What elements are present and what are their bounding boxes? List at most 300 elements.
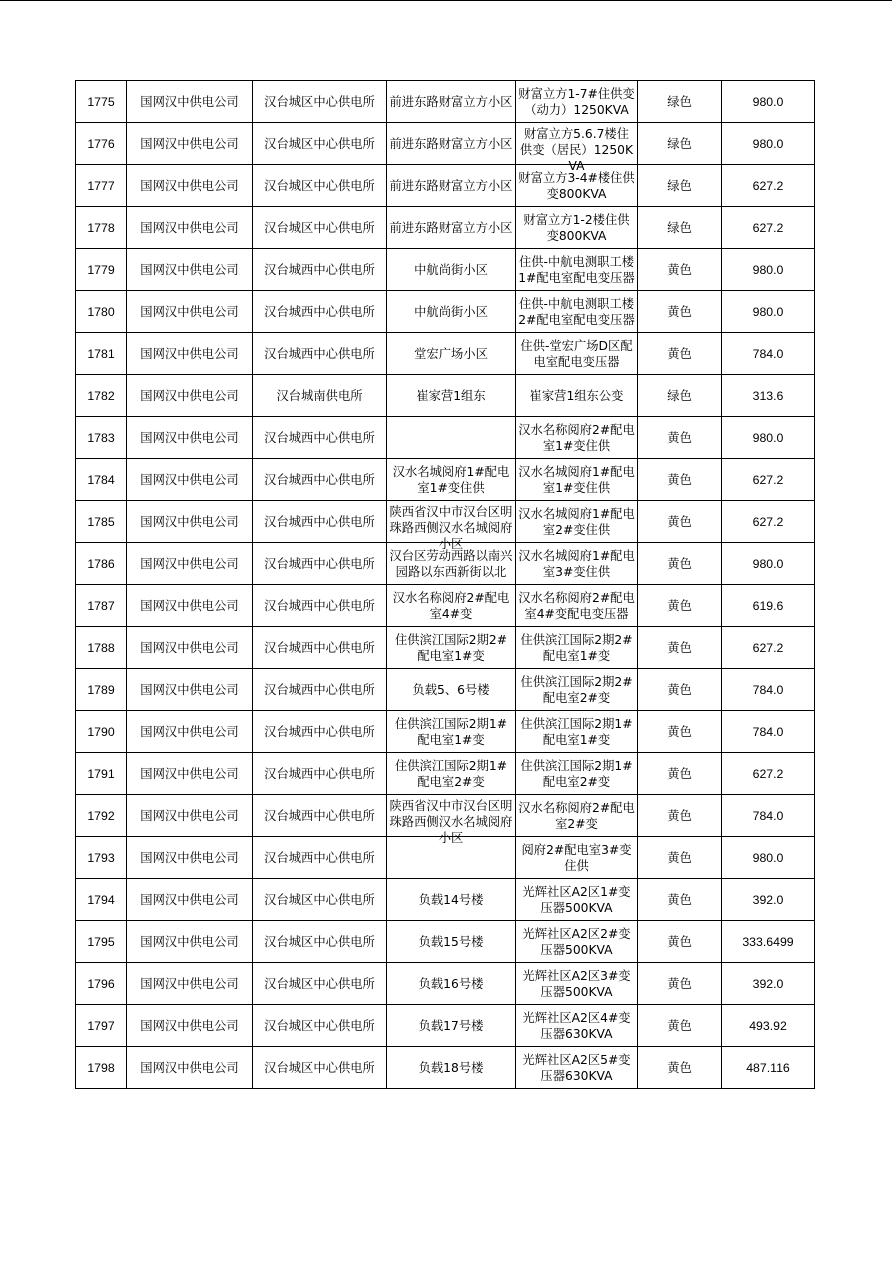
color-status-cell-text: 黄色	[667, 556, 692, 571]
company-cell	[127, 795, 253, 837]
area-cell-text: 住供滨江国际2期1#配电室2#变	[394, 758, 508, 789]
station-cell	[253, 291, 387, 333]
row-number-cell-text: 1797	[87, 1018, 115, 1033]
table-row	[76, 81, 815, 123]
company-cell-text: 国网汉中供电公司	[140, 472, 239, 487]
row-number-cell	[76, 459, 127, 501]
row-number-cell-text: 1790	[87, 724, 115, 739]
transformer-cell-text: 住供-中航电测职工楼1#配电室配电变压器	[518, 254, 635, 285]
color-status-cell	[638, 459, 722, 501]
load-cell	[722, 753, 815, 795]
company-cell	[127, 501, 253, 543]
row-number-cell	[76, 249, 127, 291]
load-cell	[722, 1005, 815, 1047]
company-cell-text: 国网汉中供电公司	[140, 850, 239, 865]
load-cell	[722, 585, 815, 627]
company-cell-text: 国网汉中供电公司	[140, 514, 239, 529]
area-cell-text: 前进东路财富立方小区	[389, 94, 513, 109]
transformer-cell-text: 汉水名城阅府1#配电室2#变住供	[518, 506, 635, 537]
station-cell	[253, 543, 387, 585]
load-cell	[722, 627, 815, 669]
color-status-cell-text: 黄色	[667, 304, 692, 319]
company-cell	[127, 1047, 253, 1089]
color-status-cell-text: 黄色	[667, 472, 692, 487]
area-cell	[387, 627, 516, 669]
table-row	[76, 501, 815, 543]
company-cell	[127, 165, 253, 207]
color-status-cell	[638, 291, 722, 333]
company-cell-text: 国网汉中供电公司	[140, 766, 239, 781]
table-row	[76, 1047, 815, 1089]
transformer-cell-text: 住供滨江国际2期1#配电室2#变	[520, 758, 633, 789]
row-number-cell-text: 1787	[87, 598, 115, 613]
color-status-cell-text: 绿色	[667, 220, 692, 235]
transformer-cell	[516, 207, 638, 249]
color-status-cell-text: 黄色	[667, 934, 692, 949]
station-cell-text: 汉台城西中心供电所	[264, 640, 375, 655]
area-cell-text: 汉水名称阅府2#配电室4#变	[392, 590, 510, 621]
area-cell	[387, 501, 516, 551]
transformer-cell-text: 光辉社区A2区1#变压器500KVA	[522, 884, 631, 915]
load-cell-text: 784.0	[752, 724, 784, 739]
station-cell	[253, 879, 387, 921]
color-status-cell-text: 黄色	[667, 892, 692, 907]
row-number-cell-text: 1784	[87, 472, 115, 487]
row-number-cell	[76, 81, 127, 123]
row-number-cell	[76, 753, 127, 795]
row-number-cell-text: 1795	[87, 934, 115, 949]
row-number-cell	[76, 1005, 127, 1047]
color-status-cell-text: 绿色	[667, 136, 692, 151]
station-cell	[253, 711, 387, 753]
load-cell-text: 392.0	[752, 976, 784, 991]
company-cell	[127, 123, 253, 165]
station-cell-text: 汉台城区中心供电所	[264, 1018, 375, 1033]
area-cell-text: 崔家营1组东	[416, 388, 486, 403]
color-status-cell	[638, 837, 722, 879]
company-cell	[127, 81, 253, 123]
station-cell	[253, 459, 387, 501]
station-cell	[253, 627, 387, 669]
transformer-cell	[516, 879, 638, 921]
area-cell	[387, 81, 516, 123]
company-cell	[127, 753, 253, 795]
station-cell-text: 汉台城西中心供电所	[264, 850, 375, 865]
transformer-cell	[516, 795, 638, 837]
row-number-cell	[76, 585, 127, 627]
transformer-cell	[516, 459, 638, 501]
load-cell	[722, 459, 815, 501]
area-cell	[387, 921, 516, 963]
load-cell	[722, 543, 815, 585]
station-cell	[253, 753, 387, 795]
station-cell-text: 汉台城区中心供电所	[264, 178, 375, 193]
station-cell	[253, 837, 387, 879]
transformer-cell-text: 住供滨江国际2期1#配电室1#变	[520, 716, 633, 747]
load-cell-text: 980.0	[752, 94, 784, 109]
area-cell-text: 住供滨江国际2期2#配电室1#变	[394, 632, 508, 663]
row-number-cell	[76, 837, 127, 879]
transformer-cell-text: 光辉社区A2区3#变压器500KVA	[522, 968, 631, 999]
load-cell-text: 627.2	[752, 766, 784, 781]
company-cell	[127, 543, 253, 585]
area-cell-text: 中航尚街小区	[414, 304, 488, 319]
data-table	[75, 80, 815, 1089]
load-cell	[722, 249, 815, 291]
area-cell-text: 负载17号楼	[418, 1018, 484, 1033]
color-status-cell-text: 黄色	[667, 514, 692, 529]
page-top-rule	[0, 0, 892, 1]
load-cell	[722, 921, 815, 963]
station-cell-text: 汉台城西中心供电所	[264, 472, 375, 487]
load-cell	[722, 963, 815, 1005]
company-cell	[127, 921, 253, 963]
transformer-cell	[516, 375, 638, 417]
table-row	[76, 123, 815, 165]
table-row	[76, 879, 815, 921]
company-cell	[127, 627, 253, 669]
transformer-cell	[516, 963, 638, 1005]
station-cell	[253, 1005, 387, 1047]
table-row	[76, 333, 815, 375]
color-status-cell-text: 黄色	[667, 808, 692, 823]
color-status-cell-text: 黄色	[667, 262, 692, 277]
table-body	[76, 81, 815, 1089]
load-cell-text: 627.2	[752, 472, 784, 487]
company-cell-text: 国网汉中供电公司	[140, 178, 239, 193]
transformer-cell	[516, 501, 638, 543]
transformer-cell	[516, 837, 638, 879]
row-number-cell	[76, 417, 127, 459]
company-cell-text: 国网汉中供电公司	[140, 934, 239, 949]
area-cell	[387, 585, 516, 627]
color-status-cell	[638, 879, 722, 921]
color-status-cell-text: 黄色	[667, 430, 692, 445]
load-cell-text: 487.116	[746, 1060, 790, 1075]
station-cell-text: 汉台城区中心供电所	[264, 934, 375, 949]
company-cell-text: 国网汉中供电公司	[140, 892, 239, 907]
load-cell-text: 980.0	[752, 304, 784, 319]
row-number-cell-text: 1785	[87, 514, 115, 529]
company-cell-text: 国网汉中供电公司	[140, 1018, 239, 1033]
company-cell	[127, 291, 253, 333]
transformer-cell-text: 财富立方1-2楼住供变800KVA	[523, 212, 630, 243]
company-cell-text: 国网汉中供电公司	[140, 640, 239, 655]
station-cell	[253, 921, 387, 963]
color-status-cell-text: 黄色	[667, 850, 692, 865]
area-cell	[387, 291, 516, 333]
load-cell-text: 493.92	[749, 1018, 787, 1033]
station-cell	[253, 585, 387, 627]
company-cell	[127, 249, 253, 291]
color-status-cell	[638, 333, 722, 375]
area-cell-text: 住供滨江国际2期1#配电室1#变	[394, 716, 508, 747]
color-status-cell	[638, 123, 722, 165]
station-cell	[253, 1047, 387, 1089]
row-number-cell-text: 1777	[87, 178, 115, 193]
transformer-cell	[516, 711, 638, 753]
row-number-cell-text: 1789	[87, 682, 115, 697]
load-cell	[722, 879, 815, 921]
table-row	[76, 1005, 815, 1047]
station-cell-text: 汉台城区中心供电所	[264, 1060, 375, 1075]
table-row	[76, 711, 815, 753]
transformer-cell	[516, 123, 638, 173]
color-status-cell	[638, 501, 722, 543]
company-cell-text: 国网汉中供电公司	[140, 556, 239, 571]
area-cell-text: 负载16号楼	[418, 976, 484, 991]
table-row	[76, 249, 815, 291]
transformer-cell	[516, 81, 638, 123]
row-number-cell	[76, 501, 127, 543]
row-number-cell-text: 1793	[87, 850, 115, 865]
company-cell	[127, 837, 253, 879]
area-cell	[387, 963, 516, 1005]
row-number-cell-text: 1778	[87, 220, 115, 235]
row-number-cell	[76, 543, 127, 585]
area-cell-text: 负载5、6号楼	[412, 682, 490, 697]
load-cell-text: 784.0	[752, 808, 784, 823]
transformer-cell	[516, 669, 638, 711]
color-status-cell-text: 黄色	[667, 640, 692, 655]
color-status-cell	[638, 711, 722, 753]
transformer-cell	[516, 165, 638, 207]
station-cell-text: 汉台城区中心供电所	[264, 976, 375, 991]
color-status-cell	[638, 1005, 722, 1047]
color-status-cell-text: 黄色	[667, 346, 692, 361]
row-number-cell	[76, 669, 127, 711]
transformer-cell-text: 汉水名城阅府1#配电室1#变住供	[518, 464, 635, 495]
row-number-cell-text: 1779	[87, 262, 115, 277]
load-cell	[722, 333, 815, 375]
station-cell-text: 汉台城西中心供电所	[264, 304, 375, 319]
area-cell	[387, 669, 516, 711]
load-cell	[722, 417, 815, 459]
load-cell	[722, 501, 815, 543]
color-status-cell	[638, 417, 722, 459]
station-cell-text: 汉台城西中心供电所	[264, 262, 375, 277]
color-status-cell	[638, 585, 722, 627]
load-cell	[722, 207, 815, 249]
table-row	[76, 543, 815, 585]
row-number-cell-text: 1792	[87, 808, 115, 823]
table-row	[76, 207, 815, 249]
transformer-cell	[516, 543, 638, 585]
transformer-cell-text: 汉水名称阅府2#配电室2#变	[518, 800, 635, 831]
color-status-cell-text: 绿色	[667, 178, 692, 193]
transformer-cell-text: 财富立方5.6.7楼住供变（居民）1250KVA	[519, 126, 634, 173]
load-cell-text: 980.0	[752, 850, 784, 865]
row-number-cell	[76, 795, 127, 837]
color-status-cell	[638, 627, 722, 669]
transformer-cell	[516, 333, 638, 375]
table-row	[76, 165, 815, 207]
load-cell	[722, 1047, 815, 1089]
area-cell	[387, 753, 516, 795]
transformer-cell	[516, 921, 638, 963]
color-status-cell	[638, 963, 722, 1005]
area-cell-text: 负载15号楼	[418, 934, 484, 949]
table-row	[76, 291, 815, 333]
row-number-cell-text: 1781	[87, 346, 115, 361]
station-cell	[253, 123, 387, 165]
color-status-cell-text: 黄色	[667, 598, 692, 613]
area-cell-text: 负载14号楼	[418, 892, 484, 907]
color-status-cell	[638, 1047, 722, 1089]
station-cell	[253, 417, 387, 459]
area-cell	[387, 333, 516, 375]
area-cell	[387, 123, 516, 165]
area-cell-text: 汉水名城阅府1#配电室1#变住供	[392, 464, 510, 495]
color-status-cell-text: 黄色	[667, 682, 692, 697]
row-number-cell-text: 1788	[87, 640, 115, 655]
area-cell-text: 陕西省汉中市汉台区明珠路西侧汉水名城阅府小区	[389, 798, 513, 845]
area-cell	[387, 459, 516, 501]
row-number-cell	[76, 333, 127, 375]
table-row	[76, 375, 815, 417]
load-cell-text: 980.0	[752, 430, 784, 445]
row-number-cell	[76, 711, 127, 753]
station-cell-text: 汉台城区中心供电所	[264, 136, 375, 151]
area-cell-text: 前进东路财富立方小区	[389, 220, 513, 235]
transformer-cell-text: 住供-堂宏广场D区配电室配电变压器	[520, 338, 633, 369]
transformer-cell-text: 汉水名称阅府2#配电室4#变配电变压器	[518, 590, 635, 621]
company-cell-text: 国网汉中供电公司	[140, 262, 239, 277]
load-cell-text: 784.0	[752, 682, 784, 697]
area-cell	[387, 417, 516, 459]
transformer-cell	[516, 249, 638, 291]
load-cell-text: 980.0	[752, 136, 784, 151]
transformer-cell-text: 财富立方1-7#住供变（动力）1250KVA	[518, 86, 635, 117]
company-cell-text: 国网汉中供电公司	[140, 808, 239, 823]
load-cell	[722, 837, 815, 879]
station-cell	[253, 501, 387, 543]
station-cell-text: 汉台城西中心供电所	[264, 556, 375, 571]
company-cell	[127, 669, 253, 711]
transformer-cell-text: 光辉社区A2区4#变压器630KVA	[522, 1010, 631, 1041]
station-cell-text: 汉台城西中心供电所	[264, 724, 375, 739]
row-number-cell-text: 1775	[87, 94, 115, 109]
company-cell-text: 国网汉中供电公司	[140, 724, 239, 739]
load-cell-text: 627.2	[752, 640, 784, 655]
color-status-cell-text: 黄色	[667, 976, 692, 991]
company-cell	[127, 207, 253, 249]
transformer-cell-text: 光辉社区A2区5#变压器630KVA	[522, 1052, 631, 1083]
table-row	[76, 795, 815, 837]
transformer-cell-text: 崔家营1组东公变	[529, 388, 624, 403]
table-row	[76, 753, 815, 795]
color-status-cell	[638, 543, 722, 585]
station-cell-text: 汉台城区中心供电所	[264, 220, 375, 235]
load-cell	[722, 795, 815, 837]
area-cell	[387, 879, 516, 921]
area-cell	[387, 249, 516, 291]
load-cell	[722, 669, 815, 711]
company-cell	[127, 333, 253, 375]
company-cell	[127, 585, 253, 627]
row-number-cell-text: 1796	[87, 976, 115, 991]
table-row	[76, 921, 815, 963]
color-status-cell	[638, 921, 722, 963]
color-status-cell	[638, 81, 722, 123]
color-status-cell-text: 黄色	[667, 1018, 692, 1033]
station-cell	[253, 795, 387, 837]
load-cell	[722, 291, 815, 333]
row-number-cell	[76, 879, 127, 921]
color-status-cell-text: 绿色	[667, 94, 692, 109]
company-cell-text: 国网汉中供电公司	[140, 136, 239, 151]
area-cell-text: 前进东路财富立方小区	[389, 178, 513, 193]
row-number-cell-text: 1783	[87, 430, 115, 445]
transformer-cell-text: 汉水名城阅府1#配电室3#变住供	[518, 548, 635, 579]
station-cell	[253, 333, 387, 375]
company-cell-text: 国网汉中供电公司	[140, 220, 239, 235]
company-cell-text: 国网汉中供电公司	[140, 94, 239, 109]
table-row	[76, 417, 815, 459]
transformer-cell-text: 住供滨江国际2期2#配电室2#变	[520, 674, 633, 705]
row-number-cell-text: 1780	[87, 304, 115, 319]
transformer-cell-text: 财富立方3-4#楼住供变800KVA	[518, 170, 635, 201]
area-cell-text: 堂宏广场小区	[414, 346, 488, 361]
table-row	[76, 627, 815, 669]
company-cell-text: 国网汉中供电公司	[140, 682, 239, 697]
company-cell-text: 国网汉中供电公司	[140, 976, 239, 991]
station-cell-text: 汉台城区中心供电所	[264, 94, 375, 109]
station-cell	[253, 165, 387, 207]
area-cell	[387, 207, 516, 249]
transformer-cell	[516, 627, 638, 669]
station-cell-text: 汉台城西中心供电所	[264, 514, 375, 529]
station-cell-text: 汉台城区中心供电所	[264, 892, 375, 907]
load-cell-text: 333.6499	[742, 934, 794, 949]
transformer-cell	[516, 291, 638, 333]
row-number-cell	[76, 963, 127, 1005]
station-cell	[253, 249, 387, 291]
station-cell-text: 汉台城西中心供电所	[264, 346, 375, 361]
area-cell-text: 中航尚街小区	[414, 262, 488, 277]
station-cell-text: 汉台城西中心供电所	[264, 598, 375, 613]
load-cell-text: 627.2	[752, 178, 784, 193]
station-cell	[253, 207, 387, 249]
load-cell	[722, 123, 815, 165]
row-number-cell	[76, 1047, 127, 1089]
station-cell	[253, 963, 387, 1005]
color-status-cell	[638, 165, 722, 207]
transformer-cell-text: 住供-中航电测职工楼2#配电室配电变压器	[518, 296, 635, 327]
row-number-cell	[76, 123, 127, 165]
area-cell	[387, 711, 516, 753]
table-row	[76, 963, 815, 1005]
load-cell	[722, 711, 815, 753]
load-cell-text: 392.0	[752, 892, 784, 907]
transformer-cell	[516, 1047, 638, 1089]
company-cell	[127, 963, 253, 1005]
area-cell	[387, 795, 516, 845]
company-cell-text: 国网汉中供电公司	[140, 1060, 239, 1075]
area-cell	[387, 1005, 516, 1047]
company-cell	[127, 459, 253, 501]
load-cell	[722, 165, 815, 207]
company-cell-text: 国网汉中供电公司	[140, 388, 239, 403]
station-cell-text: 汉台城西中心供电所	[264, 682, 375, 697]
company-cell-text: 国网汉中供电公司	[140, 346, 239, 361]
transformer-cell	[516, 417, 638, 459]
row-number-cell-text: 1791	[87, 766, 115, 781]
station-cell-text: 汉台城西中心供电所	[264, 808, 375, 823]
load-cell-text: 619.6	[752, 598, 784, 613]
station-cell-text: 汉台城西中心供电所	[264, 766, 375, 781]
load-cell	[722, 375, 815, 417]
